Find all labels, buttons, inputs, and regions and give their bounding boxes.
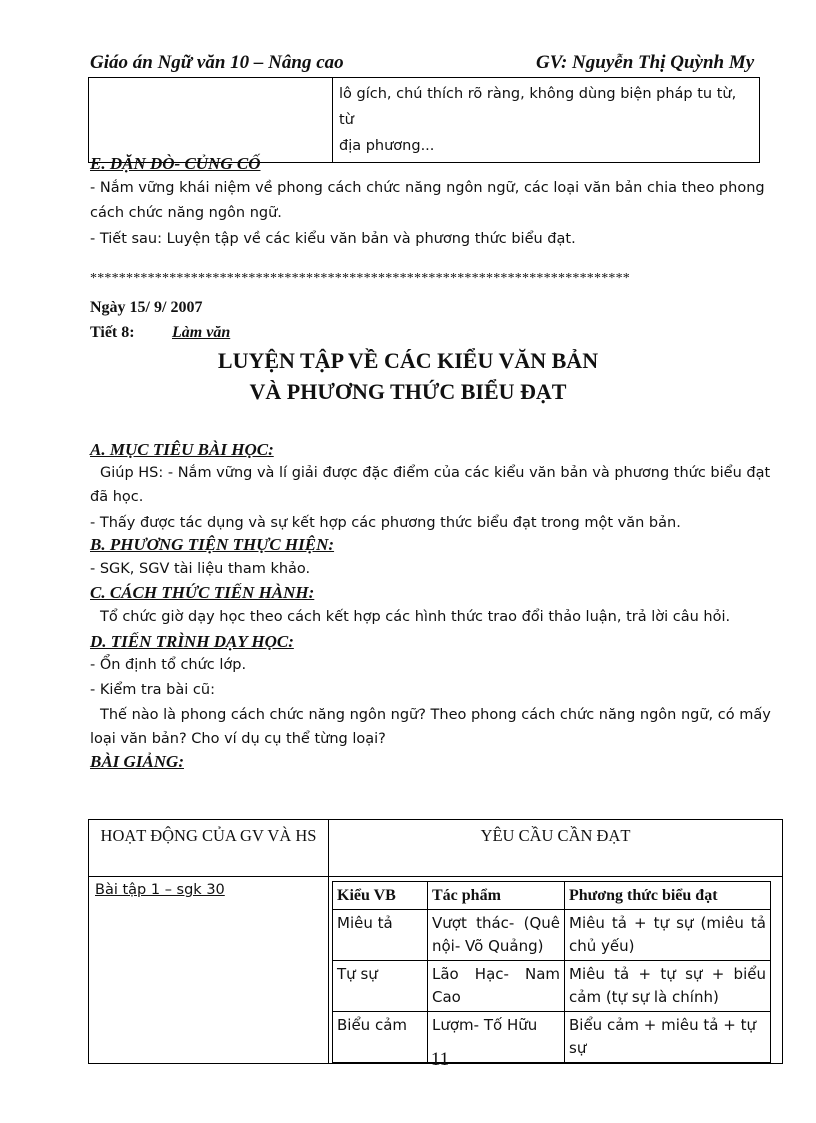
inner-header-row	[333, 882, 771, 910]
lesson-title-line-1: LUYỆN TẬP VỀ CÁC KIỂU VĂN BẢN	[217, 348, 599, 373]
section-a-line-1: Giúp HS: - Nắm vững và lí giải được đặc điểm của các kiểu văn bản và phương thức biểu đạt	[100, 465, 771, 481]
row-1-method: Miêu tả + tự sự (miêu tả chủ yếu)	[565, 910, 771, 961]
inner-header-type: Kiểu VB	[333, 882, 428, 910]
top-table	[88, 77, 760, 163]
row-2-work: Lão Hạc- Nam Cao	[428, 961, 565, 1012]
requirements-cell	[329, 877, 783, 1064]
table-row	[333, 910, 771, 961]
col-header-activities: HOẠT ĐỘNG CỦA GV VÀ HS	[89, 820, 329, 877]
inner-table	[332, 881, 771, 1063]
section-e-heading: E. DẶN DÒ- CỦNG CỐ	[90, 154, 261, 173]
header-left: Giáo án Ngữ văn 10 – Nâng cao	[90, 52, 344, 73]
section-c-line-1: Tổ chức giờ dạy học theo cách kết hợp các hình thức trao đổi thảo luận, trả lời câu hỏi.	[100, 609, 731, 625]
section-d-heading: D. TIẾN TRÌNH DẠY HỌC:	[90, 632, 294, 651]
section-b-line-1: - SGK, SGV tài liệu tham khảo.	[90, 561, 311, 577]
lecture-heading: BÀI GIẢNG:	[90, 752, 184, 771]
lesson-date: Ngày 15/ 9/ 2007	[90, 299, 203, 316]
section-a-heading: A. MỤC TIÊU BÀI HỌC:	[90, 440, 274, 459]
section-e-line-3: - Tiết sau: Luyện tập về các kiểu văn bản và phương thức biểu đạt.	[90, 231, 576, 247]
row-3-work: Lượm- Tố Hữu	[428, 1012, 565, 1063]
col-header-requirements: YÊU CẦU CẦN ĐẠT	[329, 820, 783, 877]
period-subject: Làm văn	[172, 324, 231, 341]
section-d-line-4: loại văn bản? Cho ví dụ cụ thể từng loại?	[90, 731, 386, 747]
header-right: GV: Nguyễn Thị Quỳnh My	[536, 52, 755, 73]
top-table-line-1: lô gích, chú thích rõ ràng, không dùng biện pháp tu từ, từ	[339, 86, 737, 128]
activity-cell	[89, 877, 329, 1064]
row-2-type: Tự sự	[333, 961, 428, 1012]
inner-header-work: Tác phẩm	[428, 882, 565, 910]
inner-header-method: Phương thức biểu đạt	[565, 882, 771, 910]
top-table-left-cell	[89, 78, 333, 163]
row-3-type: Biểu cảm	[333, 1012, 428, 1063]
section-d-line-2: - Kiểm tra bài cũ:	[90, 682, 215, 698]
section-b-heading: B. PHƯƠNG TIỆN THỰC HIỆN:	[90, 535, 335, 554]
row-1-type: Miêu tả	[333, 910, 428, 961]
section-e-line-1: - Nắm vững khái niệm về phong cách chức năng ngôn ngữ, các loại văn bản chia theo phong	[90, 180, 765, 196]
section-a-line-2: đã học.	[90, 489, 144, 505]
top-table-line-2: địa phương...	[339, 138, 435, 154]
period-label: Tiết 8:	[90, 324, 135, 341]
lesson-title-line-2: VÀ PHƯƠNG THỨC BIỂU ĐẠT	[249, 379, 567, 404]
section-d-line-1: - Ổn định tổ chức lớp.	[90, 657, 247, 673]
exercise-label: Bài tập 1 – sgk 30	[95, 882, 225, 898]
page-number: 11	[430, 1049, 450, 1070]
section-e-line-2: cách chức năng ngôn ngữ.	[90, 205, 282, 221]
separator: ***************************************************************************	[90, 271, 630, 286]
lesson-table	[88, 819, 783, 1064]
row-2-method: Miêu tả + tự sự + biểu cảm (tự sự là chính)	[565, 961, 771, 1012]
section-c-heading: C. CÁCH THỨC TIẾN HÀNH:	[90, 583, 315, 602]
row-3-method: Biểu cảm + miêu tả + tự sự	[565, 1012, 771, 1063]
row-1-work: Vượt thác- (Quê nội- Võ Quảng)	[428, 910, 565, 961]
table-row	[333, 961, 771, 1012]
section-a-line-3: - Thấy được tác dụng và sự kết hợp các phương thức biểu đạt trong một văn bản.	[90, 515, 681, 531]
section-d-line-3: Thế nào là phong cách chức năng ngôn ngữ? Theo phong cách chức năng ngôn ngữ, có mấy	[100, 707, 771, 723]
top-table-right-cell	[333, 78, 760, 163]
